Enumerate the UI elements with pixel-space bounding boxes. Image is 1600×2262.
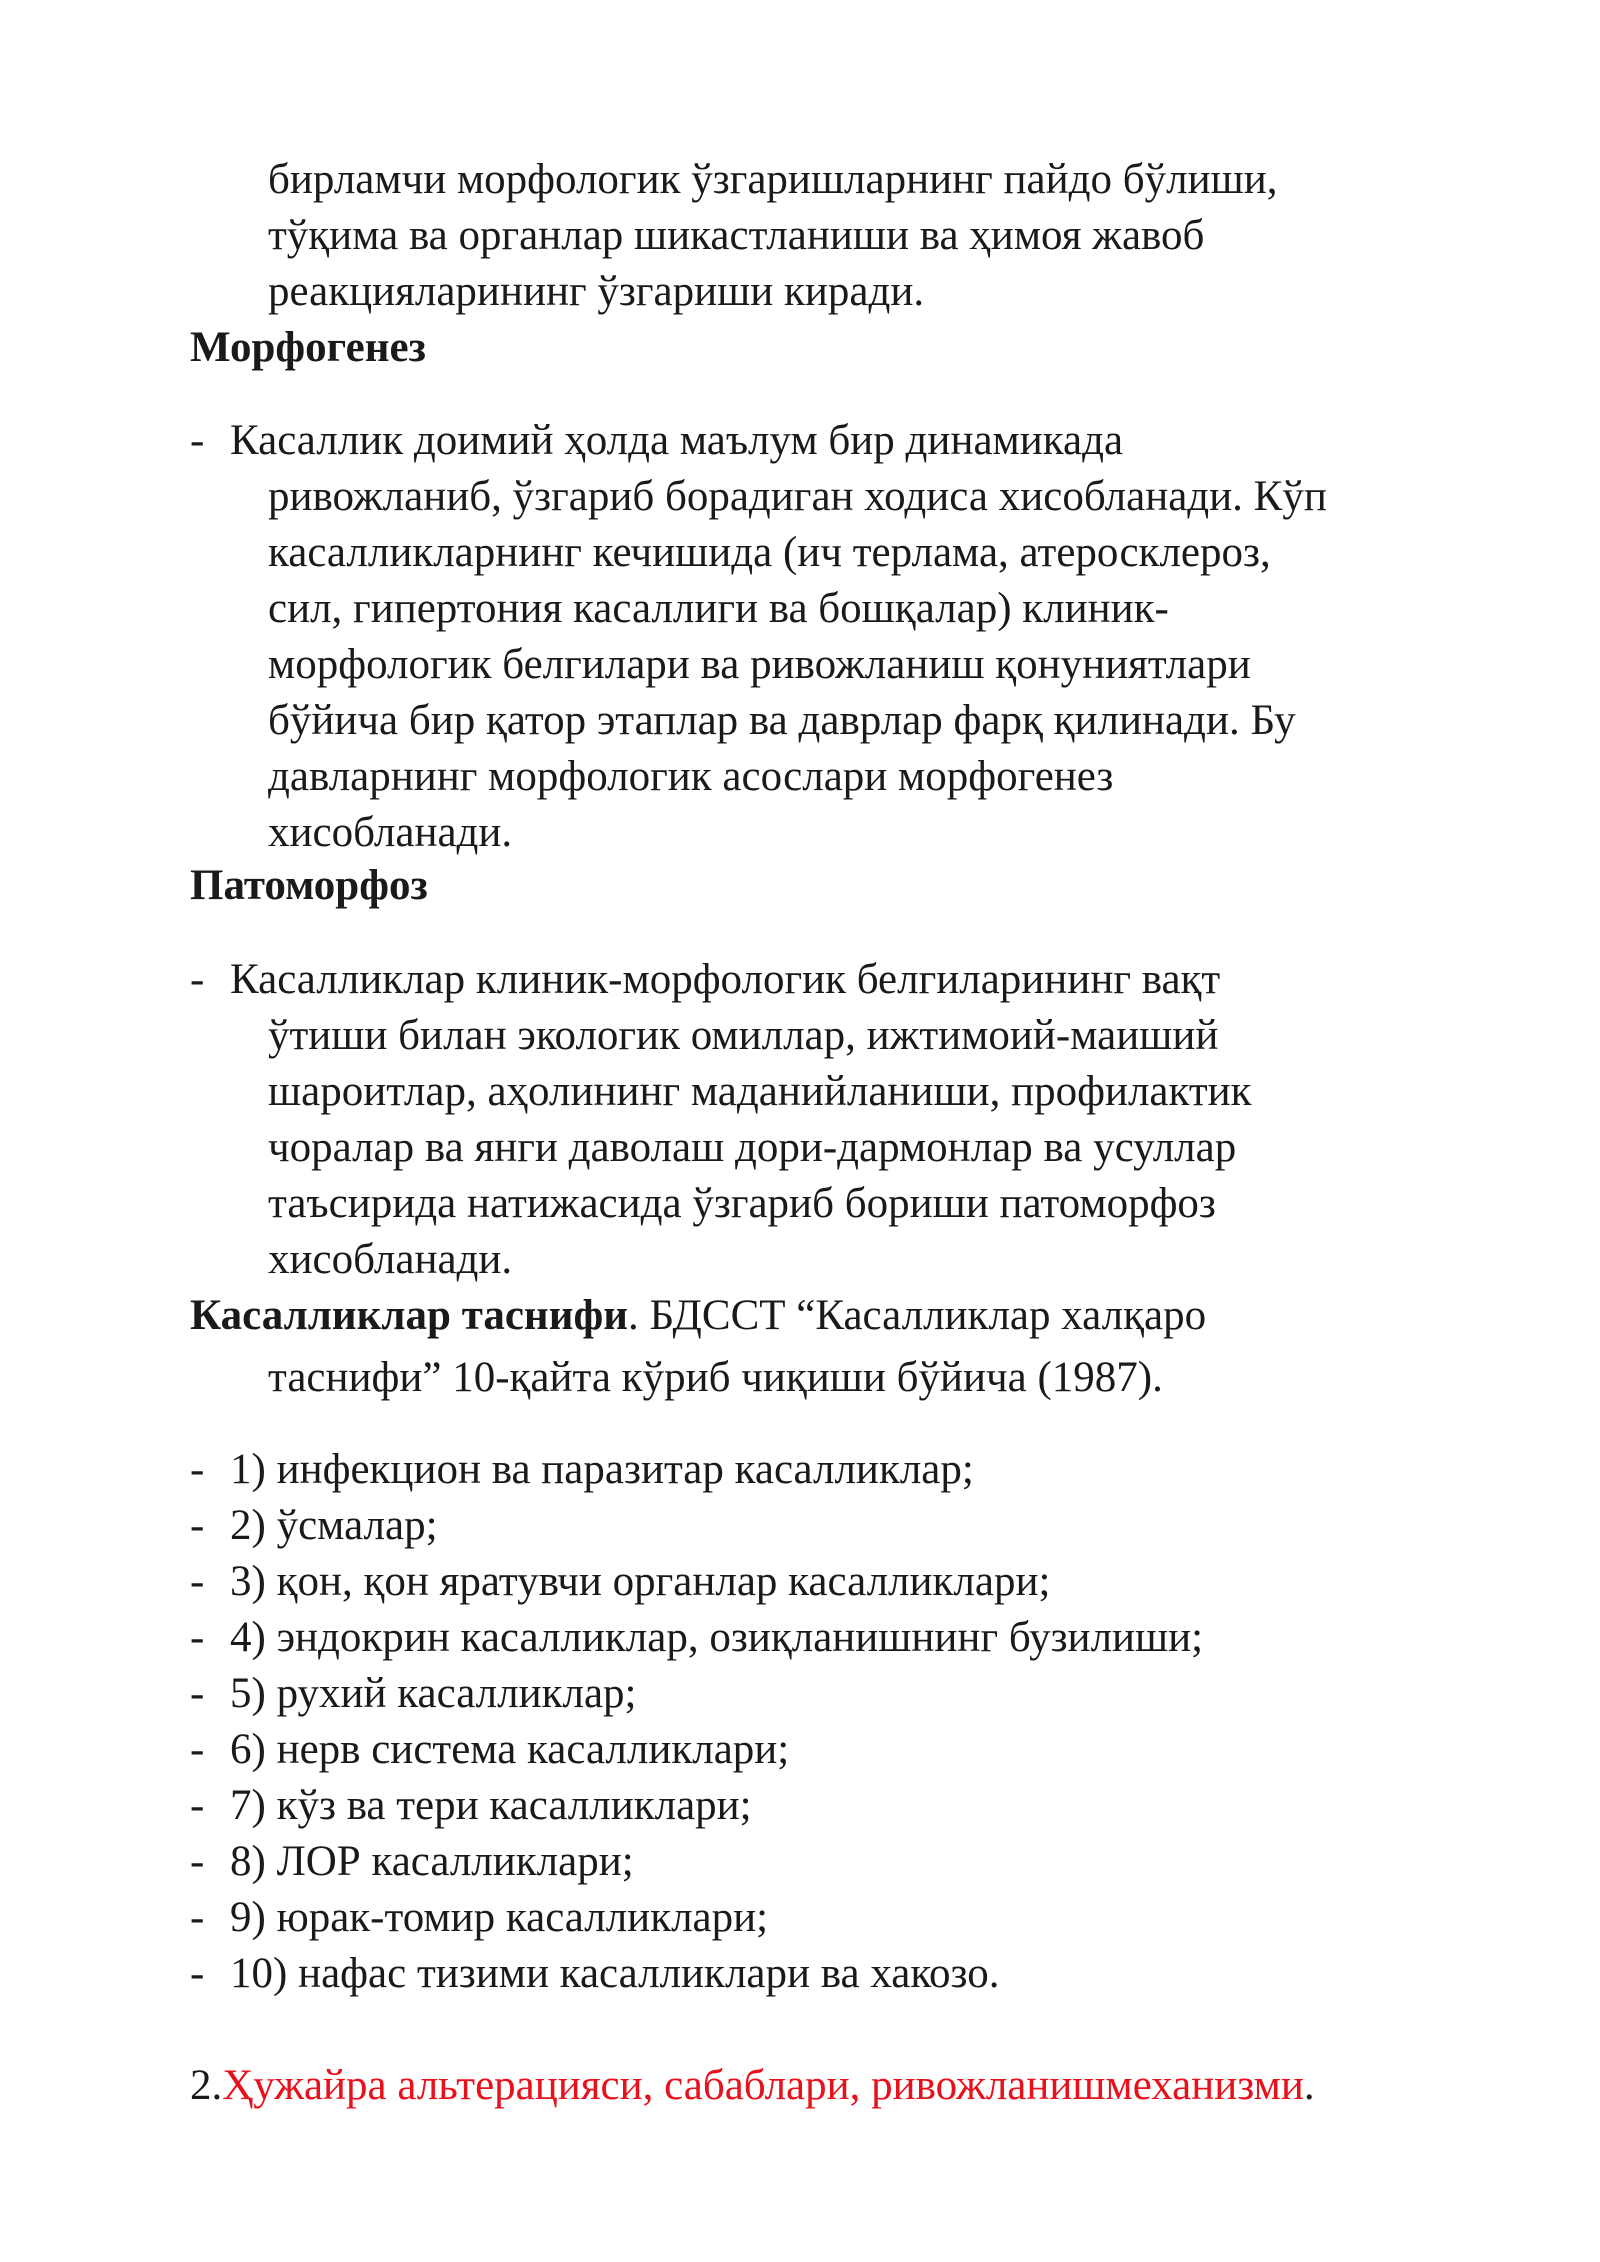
intro-line: тўқима ва органлар шикастланиши ва ҳимоя жавоб — [268, 212, 1205, 259]
list-item: - 6) нерв система касалликлари; — [190, 1722, 1490, 1778]
morphogenesis-line: хисобланади. — [268, 809, 513, 856]
classification-heading-line — [190, 1288, 1490, 1344]
list-item: - 9) юрак-томир касалликлари; — [190, 1890, 1490, 1946]
pathomorphosis-line: шароитлар, аҳолининг маданийланиши, профилактик — [268, 1068, 1252, 1115]
morphogenesis-heading: Морфогенез — [190, 324, 426, 371]
list-item: - 2) ўсмалар; — [190, 1498, 1490, 1554]
morphogenesis-first-line: - Касаллик доимий ҳолда маълум бир динамикада — [190, 413, 1490, 469]
section-2-heading — [190, 2058, 1490, 2114]
dash-marker: - — [190, 417, 205, 464]
classification-second-line: таснифи” 10-қайта кўриб чиқиши бўйича (1987). — [268, 1354, 1163, 1401]
classification-heading-rest: . БДССТ “Касалликлар халқаро — [628, 1292, 1207, 1339]
morphogenesis-line: морфологик белгилари ва ривожланиш қонуниятлари — [268, 641, 1251, 688]
dash-marker: - — [190, 1782, 205, 1829]
classification-heading: Касалликлар таснифи — [190, 1292, 628, 1339]
list-item: - 4) эндокрин касалликлар, озиқланишнинг бузилиши; — [190, 1610, 1490, 1666]
list-item: - 1) инфекцион ва паразитар касалликлар; — [190, 1442, 1490, 1498]
dash-marker: - — [190, 1726, 205, 1773]
dash-marker: - — [190, 1950, 205, 1997]
pathomorphosis-paragraph — [190, 952, 1490, 1288]
list-item: - 5) рухий касалликлар; — [190, 1666, 1490, 1722]
list-item: - 7) кўз ва тери касалликлари; — [190, 1778, 1490, 1834]
pathomorphosis-first-line: - Касалликлар клиник-морфологик белгиларининг вақт — [190, 952, 1490, 1008]
morphogenesis-line: бўйича бир қатор этаплар ва даврлар фарқ қилинади. Бу — [268, 697, 1296, 744]
intro-paragraph — [190, 152, 1490, 320]
morphogenesis-section — [190, 320, 1490, 376]
section-2-title: Ҳужайра альтерацияси, сабаблари, ривожланишмеханизми — [222, 2062, 1304, 2109]
morphogenesis-line: касалликларнинг кечишида (ич терлама, атеросклероз, — [268, 529, 1271, 576]
classification-list — [190, 1442, 1490, 2002]
list-item: - 3) қон, қон яратувчи органлар касалликлари; — [190, 1554, 1490, 1610]
morphogenesis-line: давларнинг морфологик асослари морфогенез — [268, 753, 1114, 800]
list-item: - 10) нафас тизими касалликлари ва хакозо. — [190, 1946, 1490, 2002]
section-2-number: 2. — [190, 2062, 223, 2109]
dash-marker: - — [190, 1894, 205, 1941]
morphogenesis-line: сил, гипертония касаллиги ва бошқалар) клиник- — [268, 585, 1169, 632]
pathomorphosis-line: чоралар ва янги даволаш дори-дармонлар ва усуллар — [268, 1124, 1237, 1171]
pathomorphosis-heading: Патоморфоз — [190, 862, 428, 909]
dash-marker: - — [190, 1670, 205, 1717]
dash-marker: - — [190, 1502, 205, 1549]
classification-section — [190, 1288, 1490, 1406]
pathomorphosis-line: таъсирида натижасида ўзгариб бориши патоморфоз — [268, 1180, 1216, 1227]
dash-marker: - — [190, 1838, 205, 1885]
pathomorphosis-line: ўтиши билан экологик омиллар, ижтимоий-маиший — [268, 1012, 1219, 1059]
intro-line: бирламчи морфологик ўзгаришларнинг пайдо бўлиши, — [268, 156, 1278, 203]
dash-marker: - — [190, 1614, 205, 1661]
dash-marker: - — [190, 1558, 205, 1605]
dash-marker: - — [190, 956, 205, 1003]
list-item: - 8) ЛОР касалликлари; — [190, 1834, 1490, 1890]
pathomorphosis-line: хисобланади. — [268, 1236, 513, 1283]
section-2-end-mark: . — [1303, 2062, 1315, 2109]
morphogenesis-paragraph — [190, 413, 1490, 861]
morphogenesis-line: ривожланиб, ўзгариб борадиган ходиса хисобланади. Кўп — [268, 473, 1327, 520]
intro-line: реакцияларининг ўзгариши киради. — [268, 268, 925, 315]
dash-marker: - — [190, 1446, 205, 1493]
pathomorphosis-section — [190, 858, 1490, 914]
